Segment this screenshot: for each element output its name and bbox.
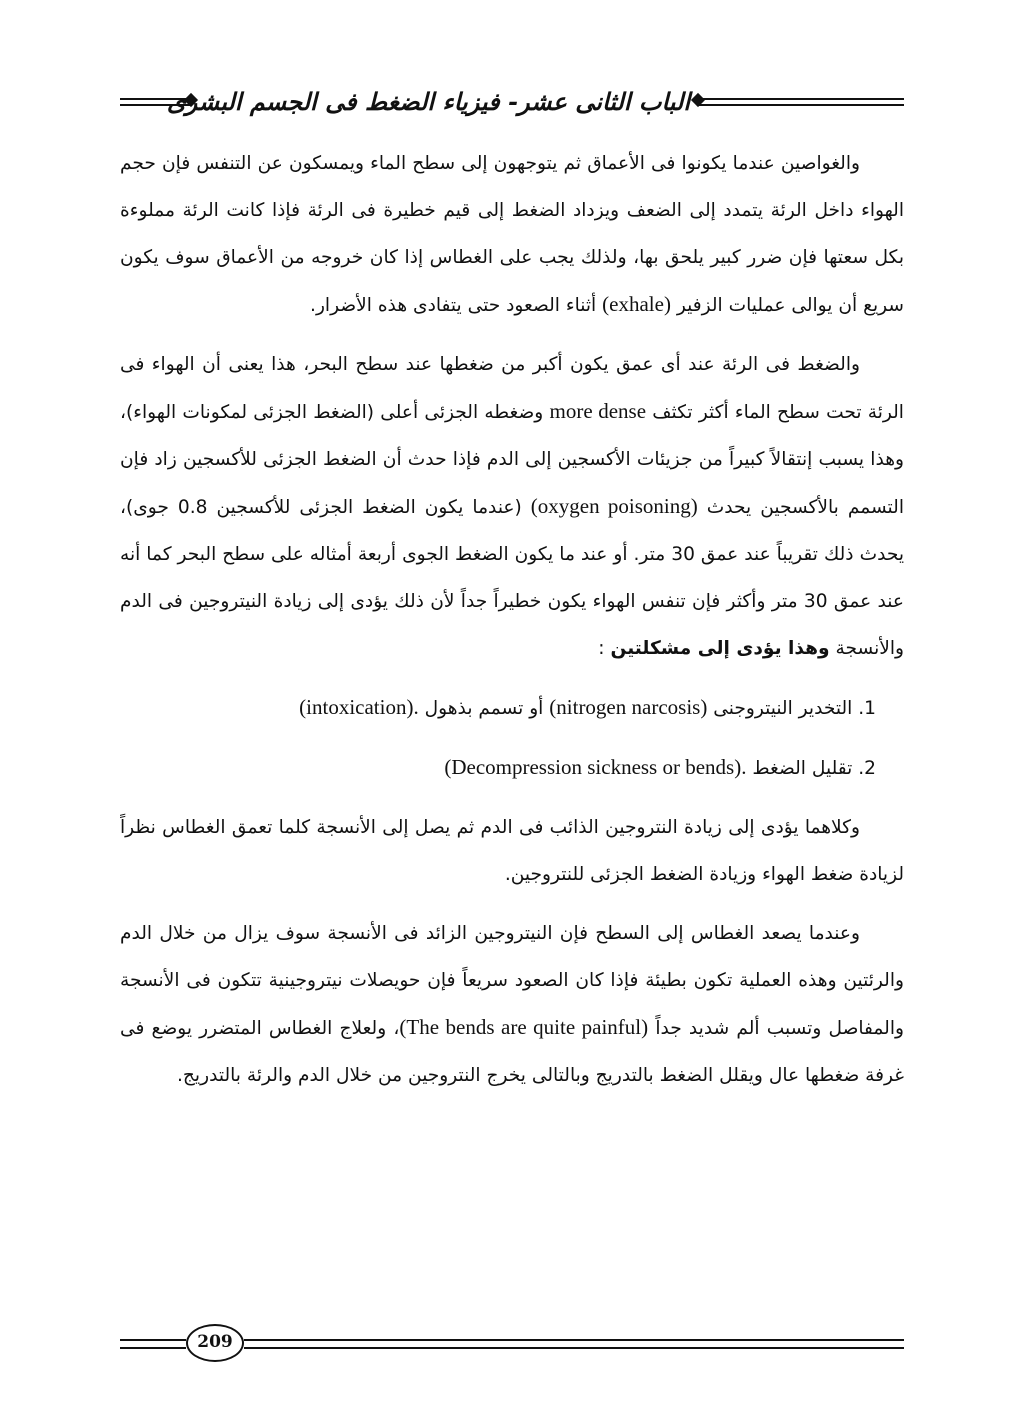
- page-body: [120, 140, 904, 1099]
- paragraph-lung-pressure: [120, 341, 904, 672]
- colon: :: [598, 638, 605, 659]
- chapter-title: الباب الثانى عشر- فيزياء الضغط فى الجسم البشرى: [166, 87, 690, 116]
- paragraph-text: وكلاهما يؤدى إلى زيادة النتروجين الذائب فى الدم ثم يصل إلى الأنسجة كلما تعمق الغطاس نظراً لزيادة ضغط الهواء وزيادة الضغط الجزئى للنتروجين.: [120, 817, 904, 885]
- list-item-nitrogen-narcosis: [120, 684, 904, 732]
- paragraph-text: ، ولعلاج الغطاس المتضرر يوضع فى غرفة ضغطها عال ويقلل الضغط بالتدريج وبالتالى يخرج النتروجين من خلال الدم والرئة بالتدريج.: [120, 1018, 904, 1086]
- english-term-oxygen-poisoning: (oxygen poisoning): [530, 494, 698, 518]
- english-term-more-dense: more dense: [549, 399, 647, 423]
- paragraph-text: (عندما يكون الضغط الجزئى للأكسجين 0.8 جوى)، يحدث ذلك تقريباً عند عمق 30 متر. أو عند ما يكون الضغط الجوى أربعة أمثاله على سطح البحر كما أنه عند عمق 30 متر وأكثر فإن تنفس الهواء يكون خطيراً جداً لأن ذلك يؤدى إلى زيادة النيتروجين فى الدم والأنسجة: [120, 497, 905, 659]
- paragraph-text: والغواصين عندما يكونوا فى الأعماق ثم يتوجهون إلى سطح الماء ويمسكون عن التنفس فإن حجم الهواء داخل الرئة يتمدد إلى الضعف ويزداد الضغط إلى قيم خطيرة فى الرئة فإذا كانت الرئة مملوءة بكل سعتها فإن ضرر كبير يلحق بها، ولذلك يجب على الغطاس إذا كان خروجه من الأعماق سوف يكون سريع أن يوالى عمليات الزفير: [120, 153, 904, 316]
- list-text: التخدير النيتروجنى: [713, 698, 853, 719]
- english-term-exhale: (exhale): [602, 292, 671, 316]
- list-text: تقليل الضغط: [752, 758, 853, 779]
- list-text: أو تسمم بذهول: [424, 698, 544, 719]
- english-term-nitrogen-narcosis: (nitrogen narcosis): [549, 695, 708, 719]
- paragraph-nitrogen-dissolved: [120, 804, 904, 898]
- list-item-decompression: [120, 744, 904, 792]
- paragraph-diver-exhale: [120, 140, 904, 329]
- header-rule-right: [699, 98, 904, 106]
- english-term-bends-painful: (The bends are quite painful): [399, 1015, 649, 1039]
- bold-phrase: وهذا يؤدى إلى مشكلتين: [610, 638, 830, 659]
- list-number: 1.: [858, 698, 876, 719]
- list-number: 2.: [858, 758, 876, 779]
- paragraph-text: وعندما يصعد الغطاس إلى السطح فإن النيتروجين الزائد فى الأنسجة سوف يزال من خلال الدم والرئتين وهذه العملية تكون بطيئة فإذا كان الصعود سريعاً فإن حويصلات نيتروجينية تتكون فى الأنسجة والمفاصل وتسبب ألم شديد جداً: [120, 923, 904, 1039]
- footer-rule-left: [120, 1339, 186, 1349]
- paragraph-text: وضغطه الجزئى أعلى (الضغط الجزئى لمكونات الهواء)، وهذا يسبب إنتقالاً كبيراً من جزيئات الأكسجين إلى الدم فإذا حدث أن الضغط الجزئى للأكسجين زاد فإن التسمم بالأكسجين يحدث: [120, 402, 904, 518]
- page-footer: [120, 1322, 904, 1368]
- paragraph-text: والضغط فى الرئة عند أى عمق يكون أكبر من ضغطها عند سطح البحر، هذا يعنى أن الهواء فى الرئة تحت سطح الماء أكثر تكثف: [120, 354, 904, 423]
- english-term-intoxication: (intoxication).: [299, 695, 419, 719]
- footer-rule-right: [244, 1339, 904, 1349]
- paragraph-text: أثناء الصعود حتى يتفادى هذه الأضرار.: [310, 295, 597, 316]
- page-number: 209: [186, 1324, 244, 1362]
- english-term-decompression: (Decompression sickness or bends).: [444, 755, 747, 779]
- page-header: [120, 78, 904, 128]
- paragraph-ascent-bends: [120, 910, 904, 1099]
